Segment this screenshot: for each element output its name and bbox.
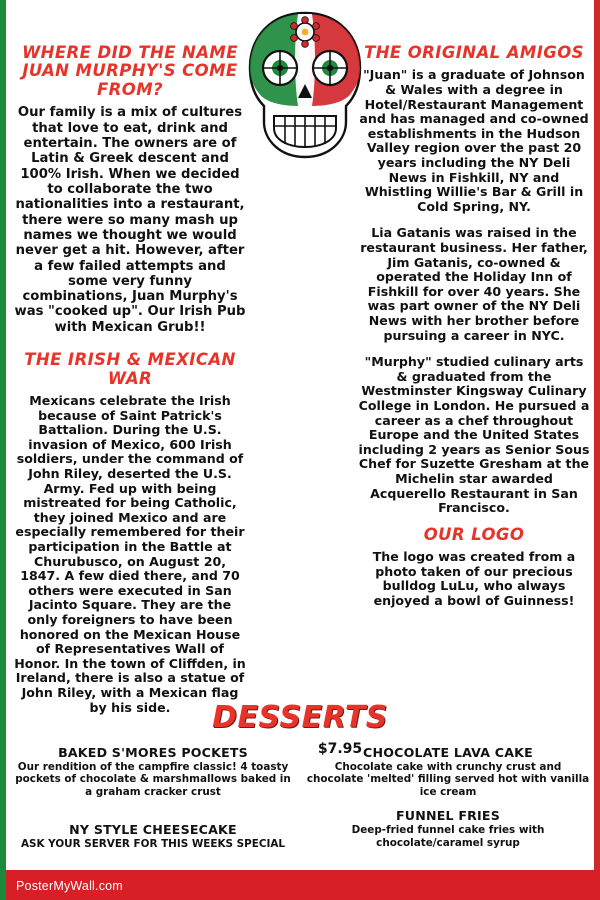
dessert-description: Our rendition of the campfire classic! 4 toasty pockets of chocolate & marshmallows baked in a graham cracker crust bbox=[15, 761, 291, 798]
dessert-name: BAKED S'MORES POCKETS bbox=[58, 745, 248, 760]
desserts-spacer bbox=[12, 808, 294, 822]
dessert-item bbox=[306, 745, 590, 798]
sugar-skull-icon bbox=[240, 10, 370, 160]
dessert-item bbox=[306, 808, 590, 849]
dessert-name: FUNNEL FRIES bbox=[396, 808, 500, 824]
section-heading-original-amigos: THE ORIGINAL AMIGOS bbox=[364, 43, 584, 62]
dessert-description: ASK YOUR SERVER FOR THIS WEEKS SPECIAL bbox=[20, 838, 286, 851]
desserts-right-list bbox=[306, 745, 590, 859]
desserts-title: DESSERTS bbox=[212, 700, 388, 735]
desserts-price: $7.95 bbox=[317, 741, 363, 757]
left-column bbox=[14, 44, 246, 725]
dessert-description: Chocolate cake with crunchy crust and chocolate 'melted' filling served hot with vanilla ice cream bbox=[306, 761, 590, 798]
dessert-name: NY STYLE CHEESECAKE bbox=[69, 822, 237, 838]
dessert-description: Deep-fried funnel cake fries with chocolate/caramel syrup bbox=[351, 824, 545, 849]
section-body-name-origin: Our family is a mix of cultures that love to eat, drink and entertain. The owners are of Latin & Greek descent and 100% Irish. When we decided to collaborate the two nationalities into a restaurant, there were so many mash up names we thought we would never get a hit. However, after a few failed attempts and some very funny combinations, Juan Murphy's was "cooked up". Our Irish Pub with Mexican Grub!! bbox=[14, 105, 246, 335]
desserts-left-list bbox=[12, 745, 294, 861]
dessert-item bbox=[12, 745, 294, 798]
section-body-irish-mexican-war: Mexicans celebrate the Irish because of Saint Patrick's Battalion. During the U.S. invasion of Mexico, 600 Irish soldiers, under the command of John Riley, deserted the U.S. Army. Fed up with being mistreated for being Catholic, they joined Mexico and are especially remembered for their participation in the Battle at Churubusco, on August 20, 1847. A few died there, and 70 others were executed in San Jacinto Square. They are the only foreigners to have been honored on the Mexican House of Representatives Wall of Honor. In the town of Cliffden, in Ireland, there is also a statue of John Riley, with a Mexican flag by his side. bbox=[14, 393, 246, 715]
section-heading-name-origin: WHERE DID THE NAME JUAN MURPHY'S COME FROM? bbox=[22, 43, 238, 99]
section-our-logo bbox=[358, 526, 590, 609]
right-column bbox=[358, 44, 590, 619]
dessert-item bbox=[12, 822, 294, 850]
amigos-paragraph-juan: "Juan" is a graduate of Johnson & Wales with a degree in Hotel/Restaurant Management and has managed and co-owned establishments in the Hudson Valley region over the past 20 years including the NY Deli News in Fishkill, NY and Whistling Willie's Bar & Grill in Cold Spring, NY. bbox=[359, 67, 589, 214]
watermark-label: PosterMyWall.com bbox=[16, 879, 123, 893]
amigos-paragraph-murphy: "Murphy" studied culinary arts & graduated from the Westminster Kingsway Culinary College in London. He pursued a career as a chef throughout Europe and the United States including 2 years as Senior Sous Chef for Suzette Gresham at the Michelin star awarded Acquerello Restaurant in San Francisco. bbox=[358, 354, 590, 516]
section-body-our-logo: The logo was created from a photo taken of our precious bulldog LuLu, who always enjoyed a bowl of Guinness! bbox=[372, 549, 576, 608]
section-original-amigos bbox=[358, 44, 590, 516]
section-heading-irish-mexican-war: THE IRISH & MEXICAN WAR bbox=[24, 350, 236, 388]
amigos-paragraph-lia: Lia Gatanis was raised in the restaurant business. Her father, Jim Gatanis, co-owned & operated the Holiday Inn of Fishkill for over 40 years. She was part owner of the NY Deli News with her brother before pursuing a career in NYC. bbox=[360, 225, 588, 343]
poster-inner bbox=[6, 0, 594, 900]
section-heading-our-logo: OUR LOGO bbox=[423, 524, 525, 544]
section-irish-mexican-war bbox=[14, 351, 246, 715]
section-name-origin bbox=[14, 44, 246, 335]
dessert-name: CHOCOLATE LAVA CAKE bbox=[363, 745, 533, 760]
